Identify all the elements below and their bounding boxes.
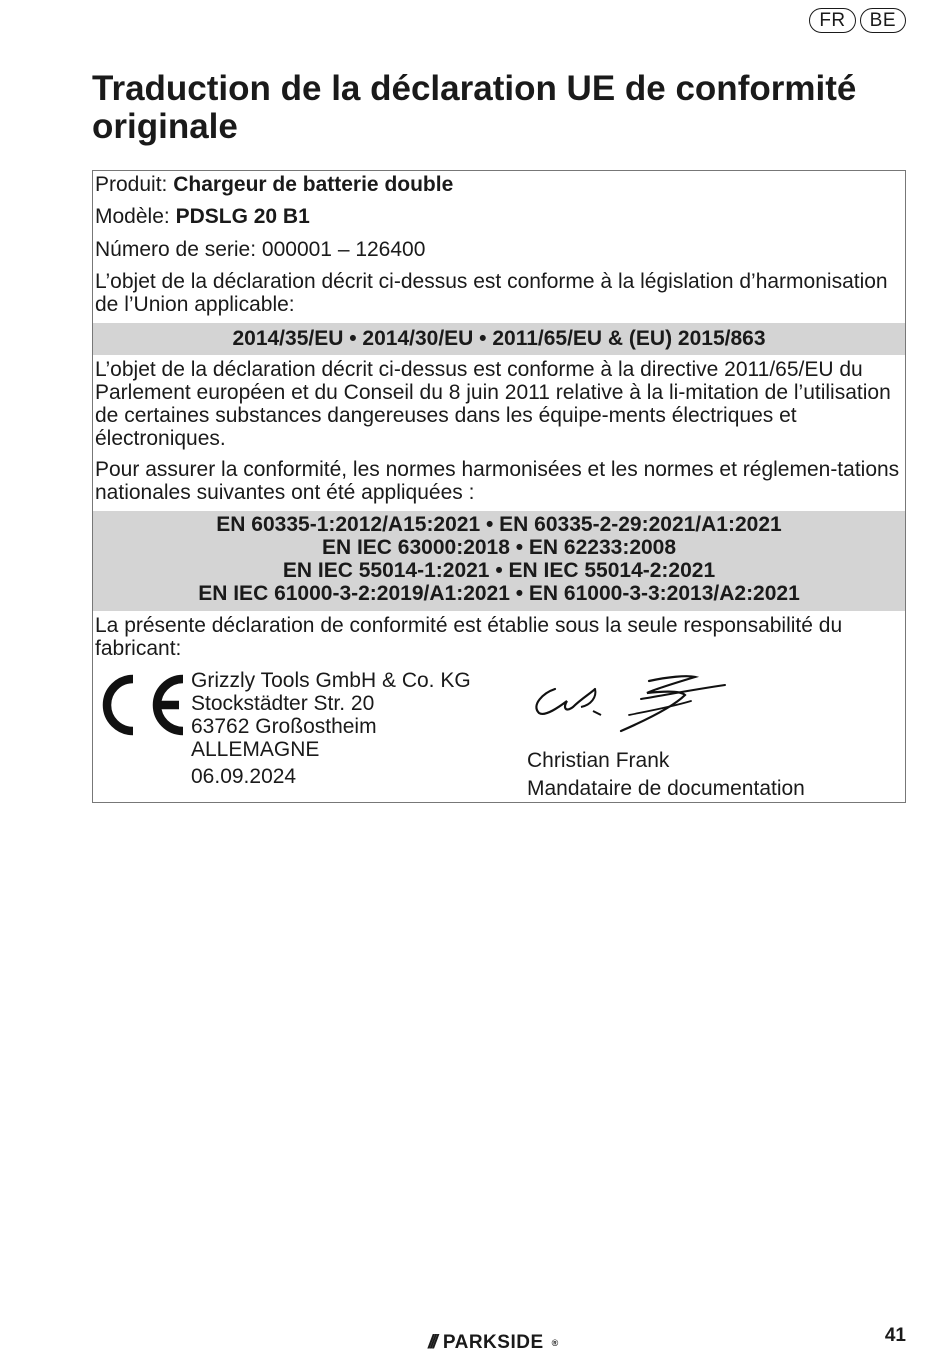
product-label: Produit:: [95, 173, 168, 196]
serial-line: Número de serie: 000001 – 126400: [95, 238, 426, 261]
page-title: Traduction de la déclaration UE de conformité originale: [92, 69, 857, 146]
declaration-date: 06.09.2024: [191, 765, 297, 788]
signer-name: Christian Frank: [527, 749, 670, 772]
signer-role: Mandataire de documentation: [527, 777, 805, 800]
rohs-text: L’objet de la déclaration décrit ci-dessus est conforme à la directive 2011/65/EU du Parlement européen et du Conseil du 8 juin 2011 relative à la li-mitation de l’utilisation de certaines substances dangereuses dans les équipe-ments électriques et électroniques.: [95, 358, 891, 450]
standards-band: [93, 511, 905, 611]
model-value: PDSLG 20 B1: [175, 205, 310, 228]
ce-mark-icon: [95, 671, 187, 739]
registered-mark: ®: [551, 1338, 559, 1348]
standards-line: EN IEC 61000-3-2:2019/A1:2021 • EN 61000-3-3:2013/A2:2021: [198, 582, 800, 605]
language-badges: [809, 8, 906, 33]
directives-band: 2014/35/EU • 2014/30/EU • 2011/65/EU & (EU) 2015/863: [93, 323, 905, 355]
language-badge-fr: FR: [809, 8, 855, 33]
manufacturer-country: ALLEMAGNE: [191, 738, 320, 761]
responsibility-text: La présente déclaration de conformité est établie sous la seule responsabilité du fabricant:: [95, 614, 843, 660]
manufacturer-name: Grizzly Tools GmbH & Co. KG: [191, 669, 471, 692]
standards-intro: Pour assurer la conformité, les normes harmonisées et les normes et réglemen-tations nationales suivantes ont été appliquées :: [95, 458, 900, 504]
signer-block: [527, 747, 805, 803]
standards-line: EN 60335-1:2012/A15:2021 • EN 60335-2-29:2021/A1:2021: [216, 513, 782, 536]
language-badge-be: BE: [860, 8, 906, 33]
brand-name: PARKSIDE: [442, 1332, 544, 1353]
brand-mark-icon: ///: [428, 1332, 435, 1353]
model-label: Modèle:: [95, 205, 170, 228]
product-value: Chargeur de batterie double: [173, 173, 454, 196]
page-number: 41: [884, 1325, 906, 1346]
signature-image: [525, 671, 735, 751]
product-line: [95, 173, 901, 196]
parkside-logo: [428, 1332, 559, 1354]
model-line: [95, 205, 901, 228]
declaration-box: [92, 170, 906, 803]
harmonisation-text: L’objet de la déclaration décrit ci-dessus est conforme à la législation d’harmonisation de l’Union applicable:: [95, 270, 888, 316]
manufacturer-city: 63762 Großostheim: [191, 715, 377, 738]
manufacturer-street: Stockstädter Str. 20: [191, 692, 375, 715]
standards-line: EN IEC 63000:2018 • EN 62233:2008: [321, 536, 677, 559]
manufacturer-address: [191, 669, 471, 788]
standards-line: EN IEC 55014-1:2021 • EN IEC 55014-2:2021: [282, 559, 716, 582]
